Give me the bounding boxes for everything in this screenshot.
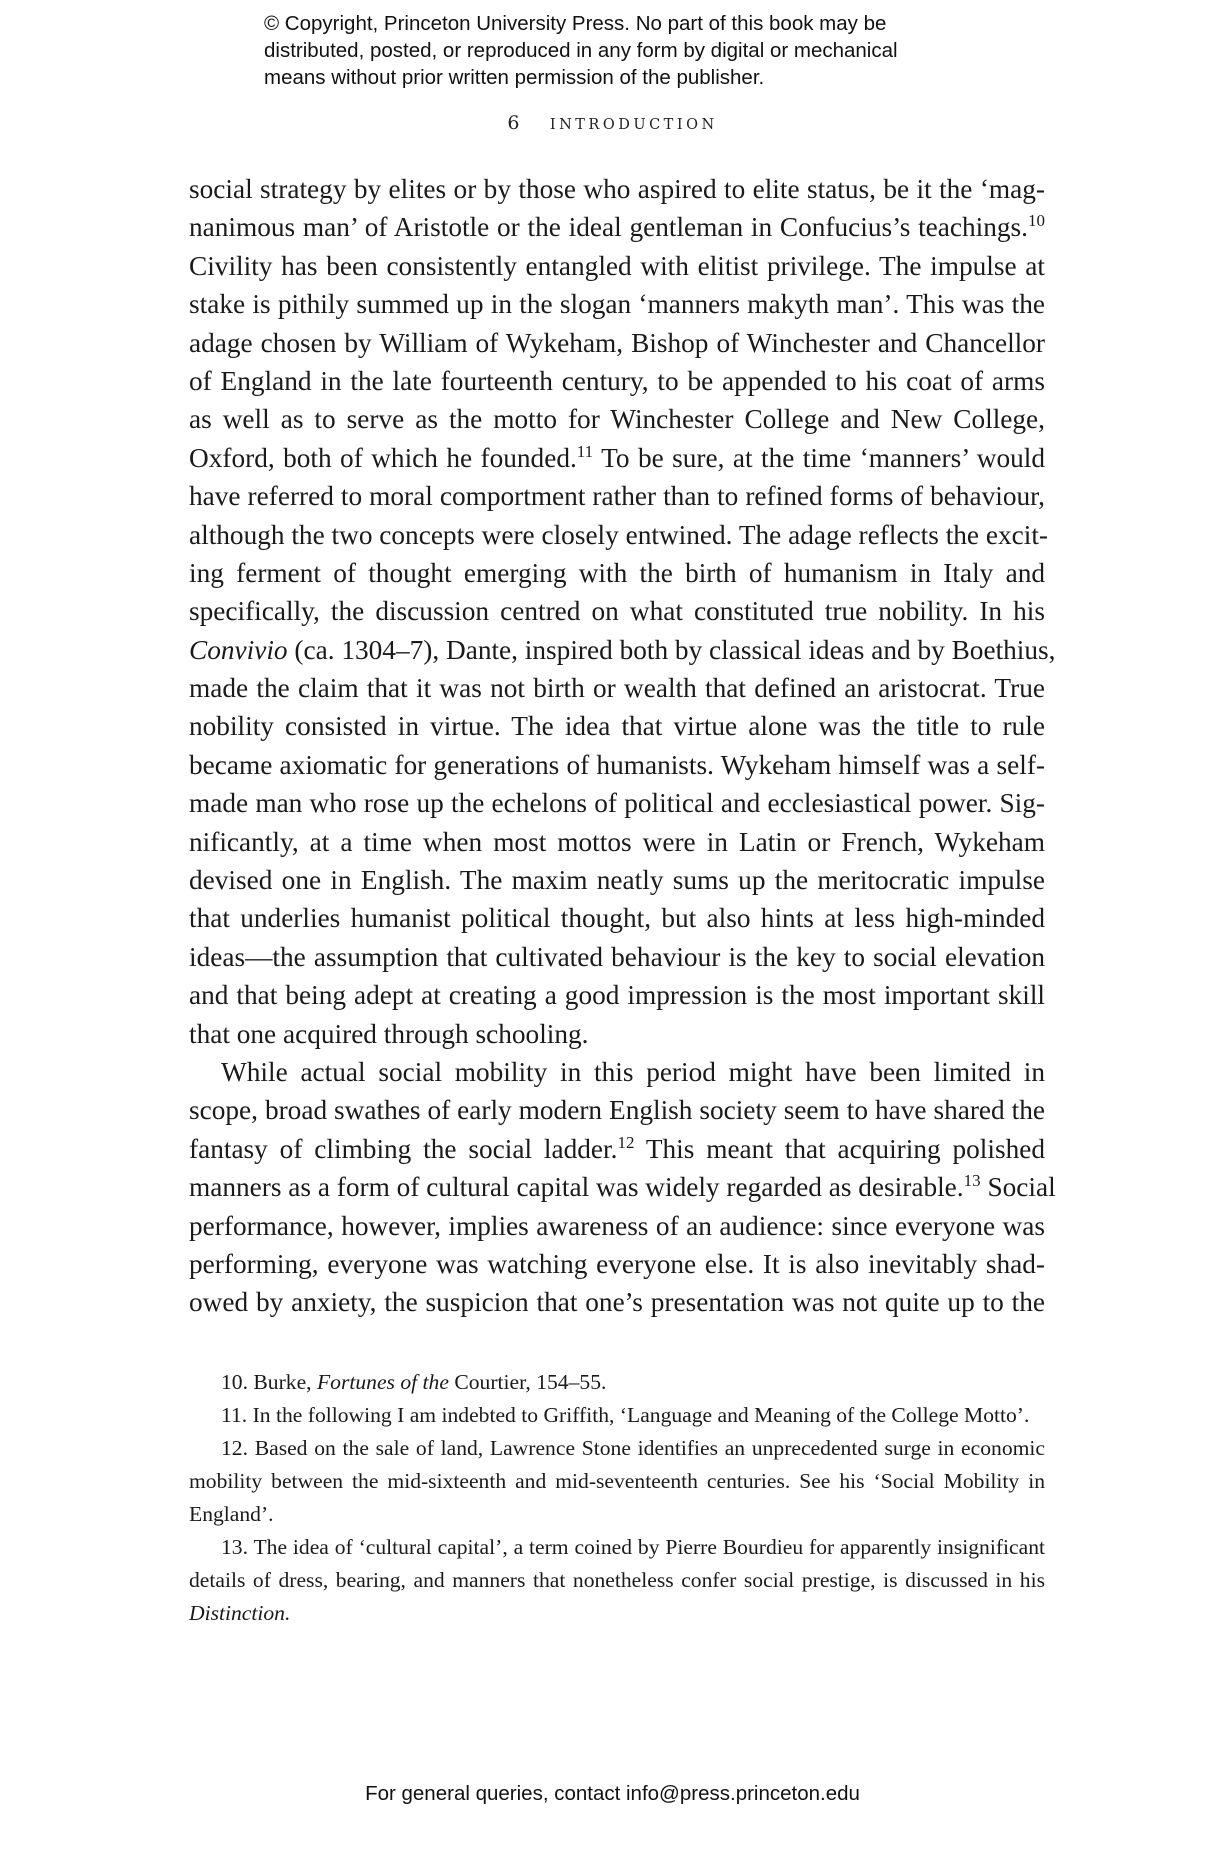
italic-title: Fortunes of the xyxy=(316,1370,449,1394)
footnote-12: 12. Based on the sale of land, Lawrence Stone identifies an unprecedented surge in economic xyxy=(221,1436,1045,1460)
text-line: adage chosen by William of Wykeham, Bishop of Winchester and Chancellor xyxy=(189,327,1045,358)
text-line: owed by anxiety, the suspicion that one’s presentation was not quite up to the xyxy=(189,1287,1045,1318)
text-line: Civility has been consistently entangled with elitist privilege. The impulse at xyxy=(189,250,1045,281)
text-segment: To be sure, at the time ‘manners’ would xyxy=(593,442,1045,473)
text-line: nificantly, at a time when most mottos were in Latin or French, Wykeham xyxy=(189,826,1045,857)
text-line: became axiomatic for generations of humanists. Wykeham himself was a self- xyxy=(189,749,1045,780)
text-line xyxy=(189,631,1056,669)
text-line: specifically, the discussion centred on what constituted true nobility. In his xyxy=(189,596,1045,627)
chapter-title: INTRODUCTION xyxy=(549,117,718,133)
text-line: made man who rose up the echelons of political and ecclesiastical power. Sig- xyxy=(189,788,1045,819)
footer-contact: For general queries, contact info@press.princeton.edu xyxy=(365,1782,860,1805)
text-segment: fantasy of climbing the social ladder. xyxy=(189,1133,618,1164)
footnote-12-cont: mobility between the mid-sixteenth and mid-seventeenth centuries. See his ‘Social Mobility in xyxy=(189,1469,1045,1493)
italic-title: Distinction. xyxy=(189,1601,291,1625)
footnotes xyxy=(189,1366,1045,1630)
text-segment: (ca. 1304–7), Dante, inspired both by classical ideas and by Boethius, xyxy=(287,634,1056,665)
text-line: stake is pithily summed up in the slogan ‘manners makyth man’. This was the xyxy=(189,289,1045,320)
text-line xyxy=(189,1168,1056,1206)
text-line: that one acquired through schooling. xyxy=(189,1018,589,1049)
footnote-ref[interactable]: 11 xyxy=(576,441,594,461)
text-line: and that being adept at creating a good impression is the most important skill xyxy=(189,980,1045,1011)
text-line: made the claim that it was not birth or wealth that defined an aristocrat. True xyxy=(189,673,1045,704)
text-line: While actual social mobility in this period might have been limited in xyxy=(221,1056,1045,1087)
footnote-13-cont xyxy=(189,1597,1045,1630)
footnote-11: 11. In the following I am indebted to Griffith, ‘Language and Meaning of the College Motto’. xyxy=(221,1403,1030,1427)
text-segment: Oxford, both of which he founded. xyxy=(189,442,577,473)
copyright-line: © Copyright, Princeton University Press. No part of this book may be xyxy=(264,12,887,35)
footnote-ref[interactable]: 10 xyxy=(1028,211,1045,231)
text-line xyxy=(189,439,1045,477)
text-segment: nanimous man’ of Aristotle or the ideal gentleman in Confucius’s teachings. xyxy=(189,212,1028,243)
text-segment: Social xyxy=(980,1172,1056,1203)
text-line: nobility consisted in virtue. The idea that virtue alone was the title to rule xyxy=(189,711,1045,742)
text-line xyxy=(189,208,1045,246)
text-line: of England in the late fourteenth century, to be appended to his coat of arms xyxy=(189,365,1045,396)
text-segment: 10. Burke, xyxy=(221,1370,317,1394)
footnote-12-cont: England’. xyxy=(189,1502,274,1526)
footnote-10 xyxy=(189,1366,1045,1399)
text-segment: Courtier, 154–55. xyxy=(448,1370,607,1394)
copyright-notice xyxy=(264,10,964,91)
italic-title: Convivio xyxy=(189,634,288,665)
text-line: social strategy by elites or by those who aspired to elite status, be it the ‘mag- xyxy=(189,174,1045,204)
text-segment: manners as a form of cultural capital was widely regarded as desirable. xyxy=(189,1172,964,1203)
text-line: ideas—the assumption that cultivated behaviour is the key to social elevation xyxy=(189,941,1045,972)
text-line xyxy=(189,1130,1045,1168)
text-line: performance, however, implies awareness of an audience: since everyone was xyxy=(189,1210,1045,1241)
text-segment: This meant that acquiring polished xyxy=(634,1133,1045,1164)
text-line: ing ferment of thought emerging with the birth of humanism in Italy and xyxy=(189,557,1045,588)
text-line: although the two concepts were closely entwined. The adage reflects the excit- xyxy=(189,519,1049,550)
page-number: 6 xyxy=(507,112,520,134)
text-line: devised one in English. The maxim neatly sums up the meritocratic impulse xyxy=(189,865,1045,896)
copyright-line: means without prior written permission of the publisher. xyxy=(264,66,765,89)
running-head xyxy=(0,112,1225,134)
text-line: performing, everyone was watching everyone else. It is also inevitably shad- xyxy=(189,1248,1045,1279)
copyright-line: distributed, posted, or reproduced in any form by digital or mechanical xyxy=(264,39,898,62)
footnote-13-cont: details of dress, bearing, and manners that nonetheless confer social prestige, is discussed in his xyxy=(189,1568,1045,1592)
text-line: have referred to moral comportment rather than to refined forms of behaviour, xyxy=(189,481,1045,512)
text-line: that underlies humanist political thought, but also hints at less high-minded xyxy=(189,903,1045,934)
text-line: scope, broad swathes of early modern English society seem to have shared the xyxy=(189,1095,1045,1126)
footnote-ref[interactable]: 12 xyxy=(617,1132,635,1152)
footnote-13: 13. The idea of ‘cultural capital’, a term coined by Pierre Bourdieu for apparently insignificant xyxy=(221,1535,1045,1559)
text-line: as well as to serve as the motto for Winchester College and New College, xyxy=(189,404,1045,435)
body-text xyxy=(189,170,1056,1322)
footnote-ref[interactable]: 13 xyxy=(963,1171,981,1191)
